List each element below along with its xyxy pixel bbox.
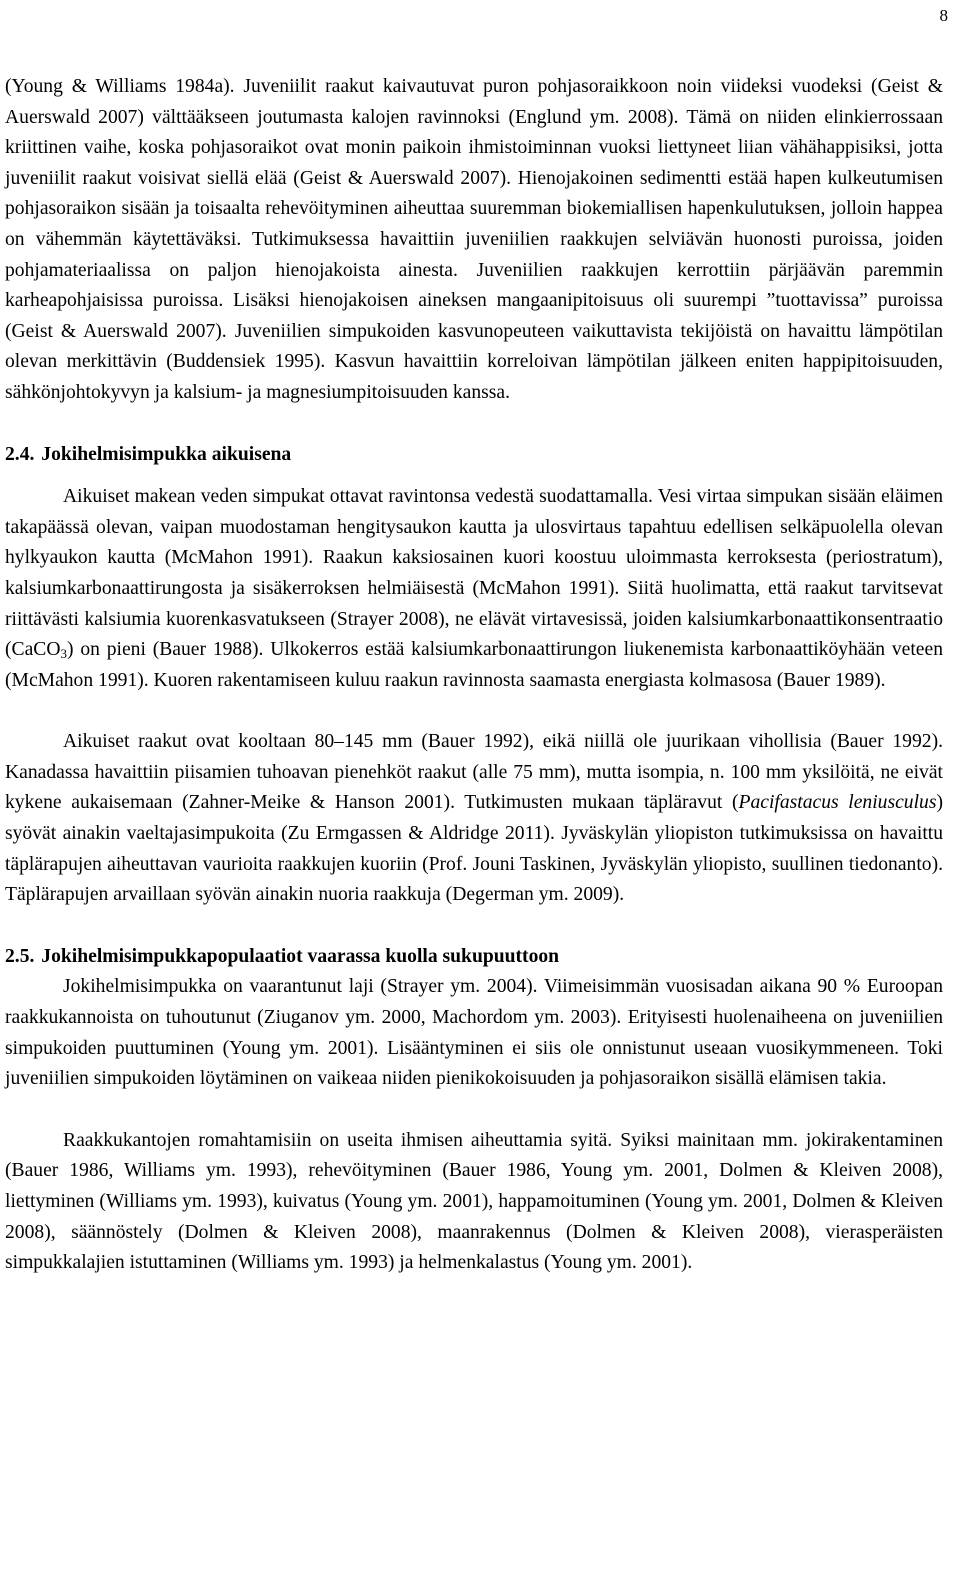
section-number: 2.4.	[5, 443, 35, 465]
section-heading-2-5	[5, 942, 943, 973]
section-title: Jokihelmisimpukka aikuisena	[41, 443, 292, 465]
section-heading-2-4	[5, 440, 943, 471]
spacer	[5, 696, 943, 727]
spacer	[5, 911, 943, 942]
page-content	[5, 72, 943, 1279]
species-name: Pacifastacus leniusculus	[738, 792, 937, 814]
page-number: 8	[939, 6, 948, 25]
section-number: 2.5.	[5, 945, 35, 967]
paragraph-endangered: Jokihelmisimpukka on vaarantunut laji (Strayer ym. 2004). Viimeisimmän vuosisadan aikana 90 % Euroopan raakkukannoista on tuhoutunut (Ziuganov ym. 2000, Machordom ym. 2003). Erityisesti huolenaiheena on juveniilien simpukoiden puuttuminen (Young ym. 2001). Lisääntyminen ei siis ole onnistunut useaan vuosikymmeneen. Toki juveniilien simpukoiden löytäminen on vaikeaa niiden pienikokoisuuden ja pohjasoraikon sisällä elämisen takia.	[5, 976, 943, 1090]
paragraph-text: ) syövät ainakin vaeltajasimpukoita (Zu Ermgassen & Aldridge 2011). Jyväskylän yliopiston tutkimuksissa on havaittu täplärapujen aiheuttavan vaurioita raakkujen kuoriin (Prof. Jouni Taskinen, Jyväskylän yliopisto, suullinen tiedonanto). Täplärapujen arvaillaan syövän ainakin nuoria raakkuja (Degerman ym. 2009).	[5, 792, 943, 906]
subscript: 3	[60, 646, 68, 662]
paragraph-adult-size	[5, 727, 943, 911]
spacer	[5, 409, 943, 440]
paragraph-text: Aikuiset raakut ovat kooltaan 80–145 mm (Bauer 1992), eikä niillä ole juurikaan vihollisia (Bauer 1992). Kanadassa havaittiin piisamien tuhoavan pienehköt raakut (alle 75 mm), mutta isompia, n. 100 mm yksilöitä, ne eivät kykene aukaisemaan (Zahner-Meike & Hanson 2001). Tutkimusten mukaan täpläravut (	[5, 731, 943, 814]
spacer	[5, 470, 943, 482]
paragraph-text: Aikuiset makean veden simpukat ottavat ravintonsa vedestä suodattamalla. Vesi virtaa simpukan sisään eläimen takapäässä olevan, vaipan muodostaman hengitysaukon kautta ja ulosvirtaus tapahtuu edellisen selkäpuolella olevan hylkyaukon kautta (McMahon 1991). Raakun kaksiosainen kuori koostuu uloimmasta kerroksesta (periostratum), kalsiumkarbonaattirungosta ja sisäkerroksen helmiäisestä (McMahon 1991). Siitä huolimatta, että raakut tarvitsevat riittävästi kalsiumia kuorenkasvatukseen (Strayer 2008), ne elävät virtavesissä, joiden kalsiumkarbonaattikonsentraatio (CaCO	[5, 486, 943, 661]
section-title: Jokihelmisimpukkapopulaatiot vaarassa kuolla sukupuuttoon	[41, 945, 560, 967]
paragraph-causes: Raakkukantojen romahtamisiin on useita ihmisen aiheuttamia syitä. Syiksi mainitaan mm. jokirakentaminen (Bauer 1986, Williams ym. 1993), rehevöityminen (Bauer 1986, Young ym. 2001, Dolmen & Kleiven 2008), liettyminen (Williams ym. 1993), kuivatus (Young ym. 2001), happamoituminen (Young ym. 2001, Dolmen & Kleiven 2008), säännöstely (Dolmen & Kleiven 2008), maanrakennus (Dolmen & Kleiven 2008), vierasperäisten simpukkalajien istuttaminen (Williams ym. 1993) ja helmenkalastus (Young ym. 2001).	[5, 1129, 943, 1274]
paragraph-adult-feeding	[5, 482, 943, 696]
spacer	[5, 1095, 943, 1126]
paragraph-text: ) on pieni (Bauer 1988). Ulkokerros estää kalsiumkarbonaattirungon liukenemista karbonaattiköyhään veteen (McMahon 1991). Kuoren rakentamiseen kuluu raakun ravinnosta saamasta energiasta kolmasosa (Bauer 1989).	[5, 639, 943, 691]
paragraph-continuation: (Young & Williams 1984a). Juveniilit raakut kaivautuvat puron pohjasoraikkoon noin viideksi vuodeksi (Geist & Auerswald 2007) välttääkseen joutumasta kalojen ravinnoksi (Englund ym. 2008). Tämä on niiden elinkierrossaan kriittinen vaihe, koska pohjasoraikot ovat monin paikoin ihmistoiminnan vuoksi liettyneet liian vähähappisiksi, jotta juveniilit raakut voisivat siellä elää (Geist & Auerswald 2007). Hienojakoinen sedimentti estää hapen kulkeutumisen pohjasoraikon sisään ja toisaalta rehevöityminen aiheuttaa suuremman biokemiallisen hapenkulutuksen, jolloin happea on vähemmän käytettäväksi. Tutkimuksessa havaittiin juveniilien raakkujen selviävän huonosti puroissa, joiden pohjamateriaalissa on paljon hienojakoista ainesta. Juveniilien raakkujen kerrottiin pärjäävän paremmin karheapohjaisissa puroissa. Lisäksi hienojakoisen aineksen mangaanipitoisuus oli suurempi ”tuottavissa” puroissa (Geist & Auerswald 2007). Juveniilien simpukoiden kasvunopeuteen vaikuttavista tekijöistä on havaittu lämpötilan olevan merkittävin (Buddensiek 1995). Kasvun havaittiin korreloivan lämpötilan jälkeen eniten happipitoisuuden, sähkönjohtokyvyn ja kalsium- ja magnesiumpitoisuuden kanssa.	[5, 76, 943, 403]
